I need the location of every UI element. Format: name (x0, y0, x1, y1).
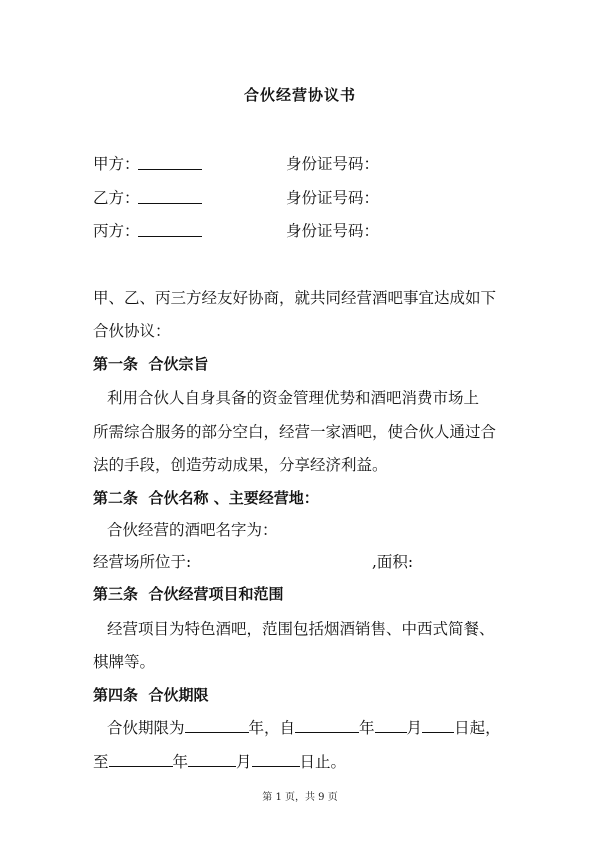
article-heading (93, 487, 319, 508)
intro-line: 甲、乙、丙三方经友好协商，就共同经营酒吧事宜达成如下 (93, 289, 497, 307)
party-name-blank (138, 219, 202, 237)
term-line-2 (93, 750, 346, 772)
party-name-blank (138, 152, 202, 170)
intro-line: 合伙协议： (93, 322, 171, 340)
paragraph-line: 棋牌等。 (93, 653, 156, 671)
article-title: 合伙经营项目和范围 (148, 585, 284, 603)
article-title: 合伙宗旨 (148, 355, 209, 373)
start-month-blank (375, 716, 407, 733)
document-title: 合伙经营协议书 (243, 86, 356, 104)
term-text: 月 (236, 753, 252, 771)
article-title: 合伙期限 (148, 686, 209, 704)
party-label: 乙方： (93, 189, 140, 207)
page-footer: 第 1 页，共 9 页 (262, 792, 338, 803)
party-name-blank (138, 186, 202, 204)
start-day-blank (422, 716, 454, 733)
article-number: 第四条 (93, 686, 139, 704)
term-text: 年 (359, 719, 375, 737)
term-years-blank (185, 716, 249, 733)
paragraph-line: 利用合伙人自身具备的资金管理优势和酒吧消费市场上 (107, 389, 480, 407)
party-label: 丙方： (93, 222, 140, 240)
term-text: 日起， (454, 719, 501, 737)
bar-name-line: 合伙经营的酒吧名字为： (107, 521, 278, 539)
paragraph-line: 经营项目为特色酒吧，范围包括烟酒销售、中西式简餐、 (107, 620, 495, 638)
party-label: 甲方： (93, 155, 140, 173)
party-row-b (93, 186, 513, 208)
paragraph-line: 法的手段，创造劳动成果，分享经济利益。 (93, 456, 388, 474)
term-text: 年，自 (248, 719, 296, 737)
end-year-blank (109, 750, 173, 767)
location-label: 经营场所位于: (93, 553, 192, 571)
id-number-label: 身份证号码： (286, 222, 380, 240)
term-text: 合伙期限为 (107, 719, 185, 737)
article-heading (93, 353, 208, 374)
term-text: 年 (172, 753, 189, 771)
area-label: ,面积: (372, 553, 414, 571)
article-heading (93, 583, 283, 604)
end-day-blank (252, 750, 300, 767)
term-text: 至 (93, 753, 109, 771)
article-title: 合伙名称 、主要经营地： (148, 489, 319, 507)
article-number: 第三条 (93, 585, 139, 603)
term-text: 日止。 (299, 753, 347, 771)
party-row-a (93, 152, 513, 174)
term-text: 月 (406, 719, 423, 737)
paragraph-line: 所需综合服务的部分空白，经营一家酒吧，使合伙人通过合 (93, 423, 497, 441)
end-month-blank (188, 750, 236, 767)
id-number-label: 身份证号码： (286, 189, 380, 207)
party-row-c (93, 219, 513, 241)
article-heading (93, 684, 208, 705)
term-line-1 (107, 716, 501, 738)
article-number: 第一条 (93, 355, 139, 373)
start-year-blank (295, 716, 359, 733)
id-number-label: 身份证号码： (286, 155, 380, 173)
article-number: 第二条 (93, 489, 139, 507)
